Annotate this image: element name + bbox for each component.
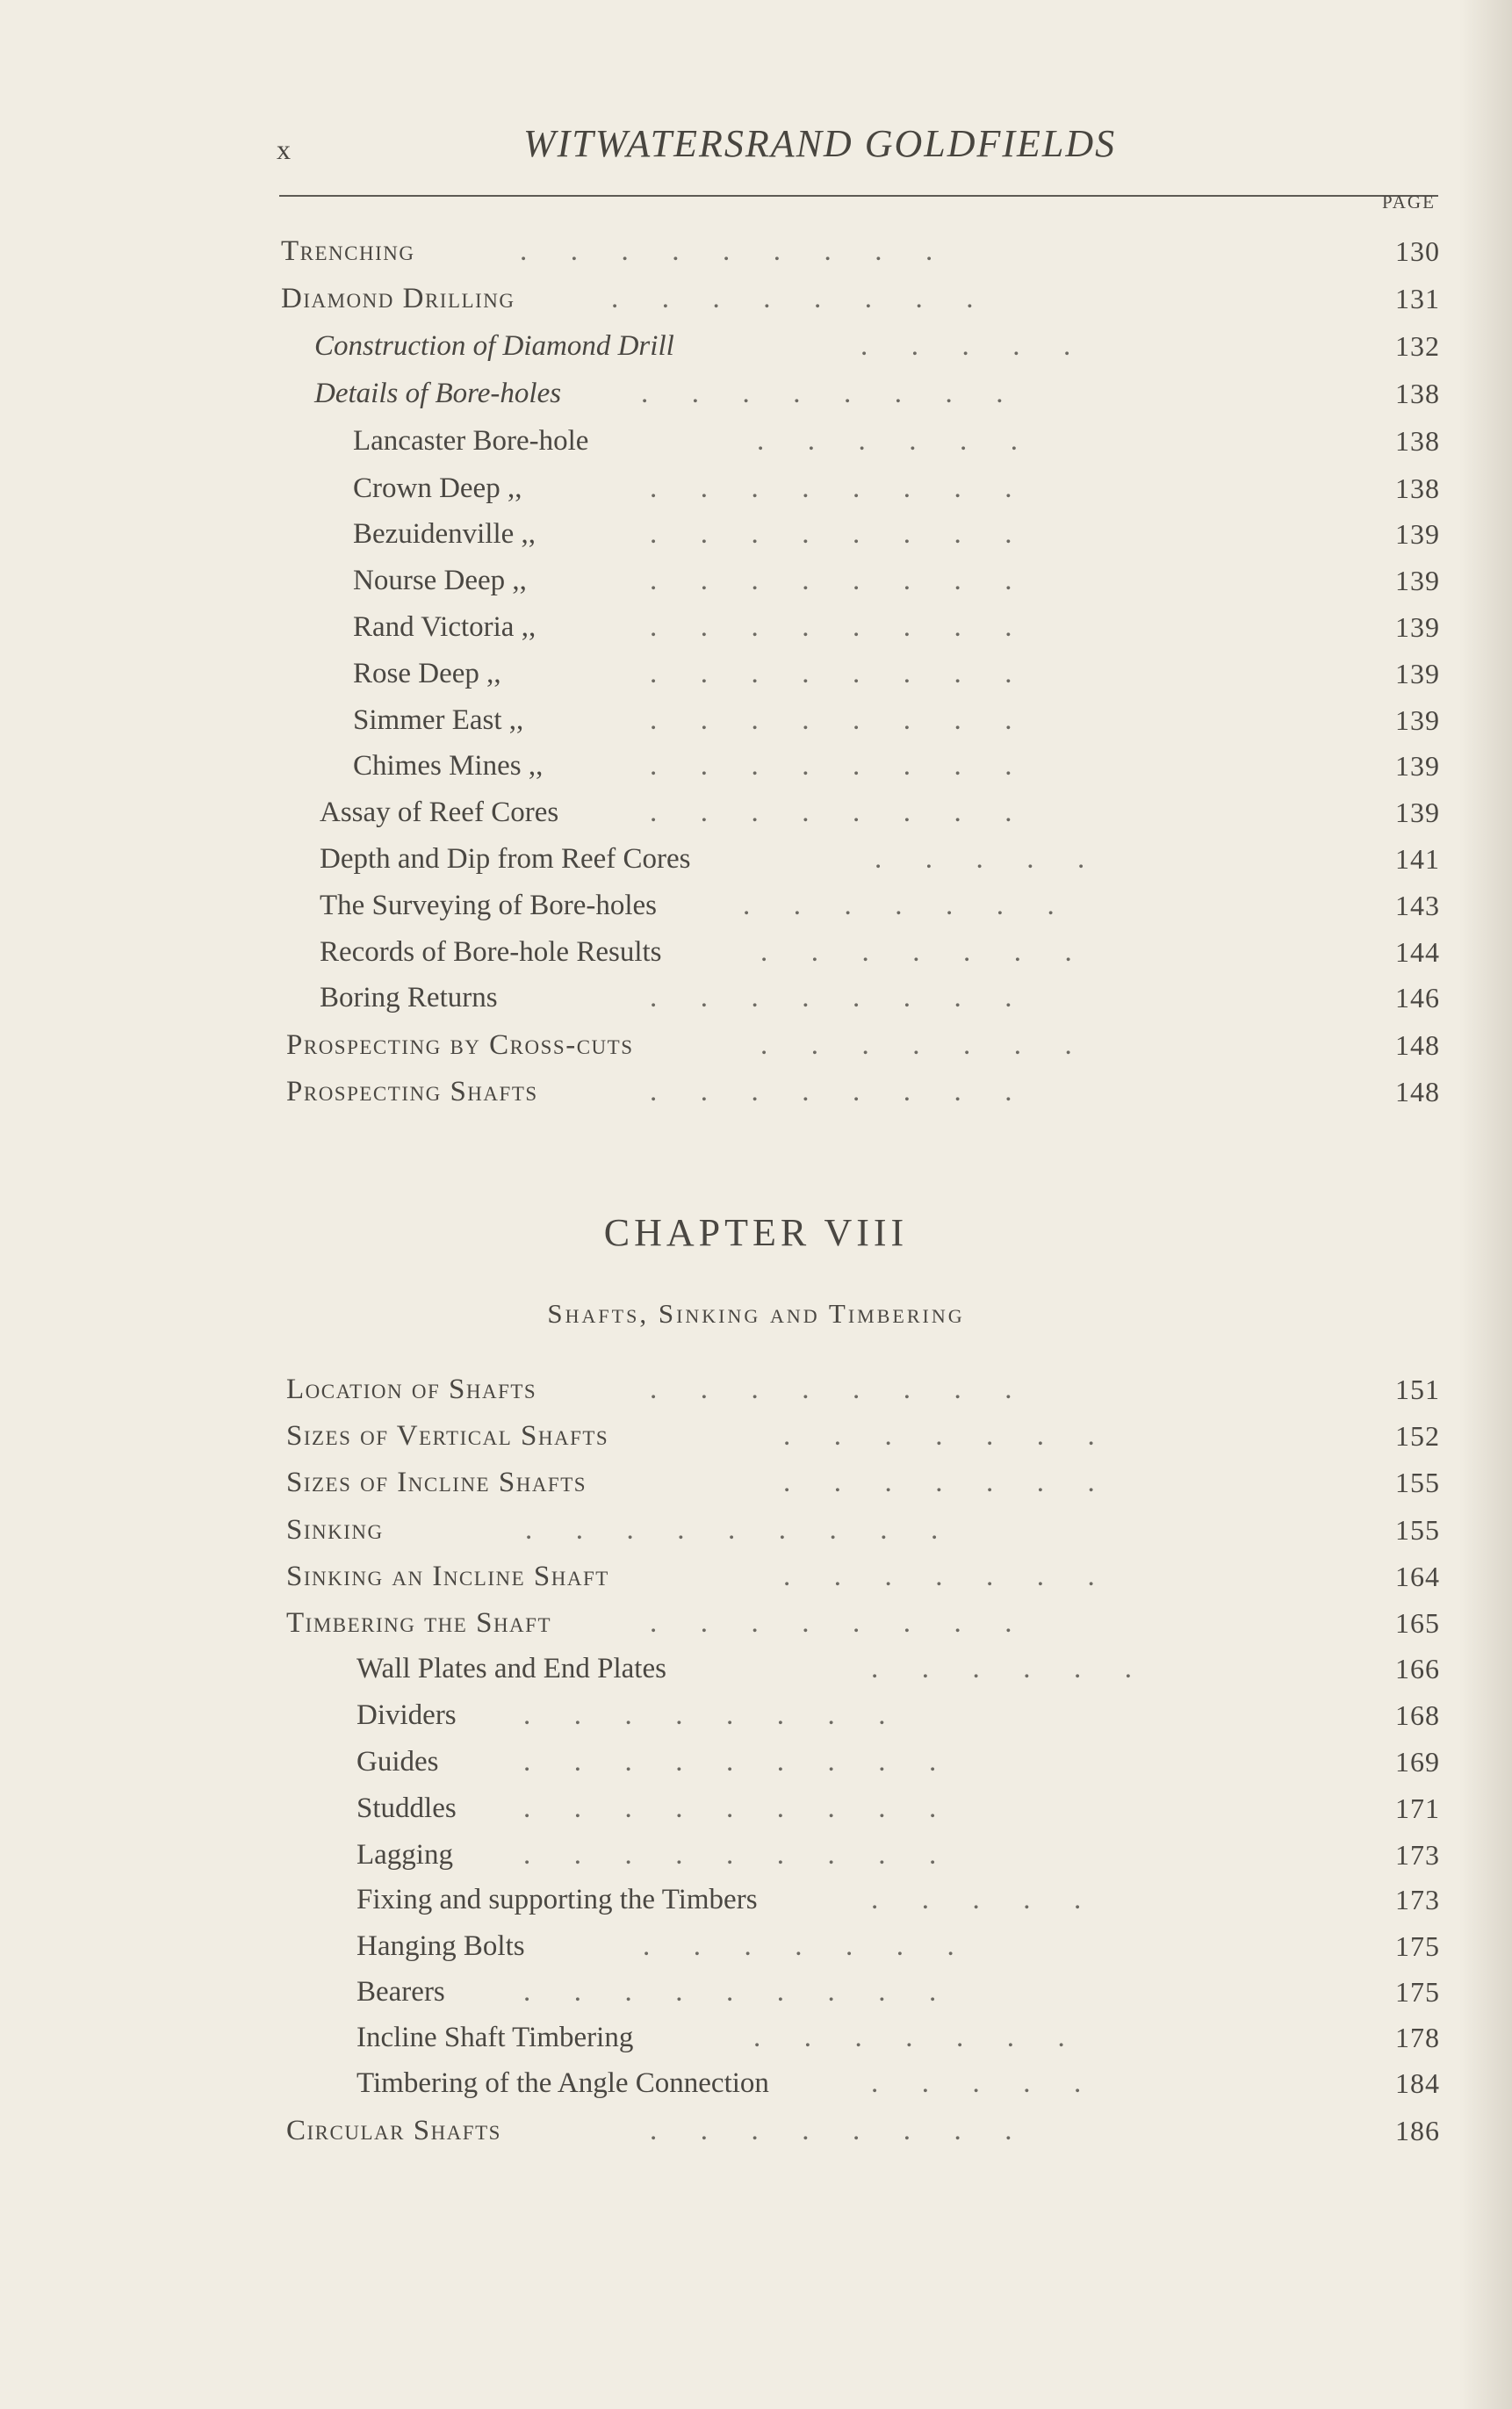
leader-dots: . . . . . . . . (650, 2115, 1012, 2146)
chapter-heading: CHAPTER VIII (603, 1211, 909, 1254)
toc-entry-page: 151 (1395, 1374, 1440, 1405)
toc-entry-label: Sinking an Incline Shaft (286, 1561, 609, 1592)
toc-entry-label: Construction of Diamond Drill (314, 330, 674, 362)
toc-entry-page: 148 (1395, 1076, 1440, 1107)
leader-dots: . . . . . . . (643, 1930, 954, 1962)
leader-dots: . . . . . . . . (650, 1607, 1012, 1639)
toc-entry-page: 175 (1395, 1930, 1440, 1962)
leader-dots: . . . . . . . (783, 1467, 1095, 1498)
toc-entry-label: Prospecting Shafts (286, 1076, 538, 1107)
toc-entry-page: 155 (1395, 1467, 1440, 1498)
toc-entry-label: Rose Deep ,, (353, 658, 501, 689)
toc-entry-page: 171 (1395, 1792, 1440, 1824)
toc-entry-page: 138 (1395, 472, 1440, 504)
toc-entry-label: Hanging Bolts (356, 1930, 525, 1962)
page-column-label: PAGE (1382, 191, 1436, 213)
toc-entry-page: 164 (1395, 1561, 1440, 1592)
toc-entry-page: 139 (1395, 565, 1440, 596)
toc-entry-page: 139 (1395, 797, 1440, 828)
leader-dots: . . . . . (871, 2067, 1082, 2099)
toc-entry-label: Records of Bore-hole Results (320, 936, 662, 968)
leader-dots: . . . . . . (757, 425, 1018, 457)
toc-entry-label: Lagging (356, 1839, 453, 1871)
leader-dots: . . . . . . . . (650, 518, 1012, 550)
toc-entry-page: 178 (1395, 2022, 1440, 2053)
toc-entry-label: Diamond Drilling (281, 283, 515, 314)
leader-dots: . . . . . (871, 1884, 1082, 1915)
leader-dots: . . . . . . . . (650, 472, 1012, 504)
toc-entry-label: Depth and Dip from Reef Cores (320, 843, 691, 875)
toc-entry-label: Crown Deep ,, (353, 472, 522, 504)
leader-dots: . . . . . . . . . (525, 1514, 939, 1546)
toc-entry-label: Chimes Mines ,, (353, 750, 544, 782)
toc-entry-page: 186 (1395, 2115, 1440, 2146)
toc-entry-page: 155 (1395, 1514, 1440, 1546)
leader-dots: . . . . . . . . . (523, 1839, 937, 1871)
toc-entry-page: 139 (1395, 658, 1440, 689)
toc-entry-page: 184 (1395, 2067, 1440, 2099)
toc-entry-label: Circular Shafts (286, 2115, 501, 2146)
toc-entry-page: 130 (1395, 235, 1440, 267)
toc-entry-label: Dividers (356, 1699, 457, 1731)
toc-entry-page: 144 (1395, 936, 1440, 968)
toc-entry-page: 168 (1395, 1699, 1440, 1731)
leader-dots: . . . . . . . . (611, 283, 974, 314)
toc-entry-label: Location of Shafts (286, 1374, 537, 1405)
leader-dots: . . . . . . . . (650, 1374, 1012, 1405)
toc-entry-label: Wall Plates and End Plates (356, 1653, 666, 1684)
toc-entry-label: Trenching (281, 235, 415, 267)
leader-dots: . . . . . . . (760, 936, 1072, 968)
toc-entry-page: 139 (1395, 750, 1440, 782)
leader-dots: . . . . . . . . (650, 611, 1012, 643)
leader-dots: . . . . . (860, 330, 1071, 362)
toc-entry-page: 138 (1395, 425, 1440, 457)
toc-entry-label: The Surveying of Bore-holes (320, 890, 657, 921)
leader-dots: . . . . . . . . (650, 982, 1012, 1013)
toc-entry-page: 139 (1395, 611, 1440, 643)
page-numeral: x (277, 133, 292, 165)
leader-dots: . . . . . . . . (641, 378, 1004, 409)
leader-dots: . . . . . . . . (650, 704, 1012, 736)
leader-dots: . . . . . . . . (650, 565, 1012, 596)
toc-entry-label: Sinking (286, 1514, 384, 1546)
leader-dots: . . . . . . (871, 1653, 1132, 1684)
toc-entry-label: Simmer East ,, (353, 704, 524, 736)
toc-entry-label: Prospecting by Cross-cuts (286, 1029, 634, 1061)
chapter-subtitle: Shafts, Sinking and Timbering (547, 1298, 965, 1329)
toc-entry-label: Incline Shaft Timbering (356, 2022, 634, 2053)
leader-dots: . . . . . . . . . (523, 1976, 937, 2008)
toc-entry-label: Bearers (356, 1976, 445, 2008)
toc-entry-page: 139 (1395, 704, 1440, 736)
toc-entry-page: 131 (1395, 283, 1440, 314)
toc-entry-label: Timbering of the Angle Connection (356, 2067, 769, 2099)
leader-dots: . . . . . . . . (650, 750, 1012, 782)
toc-entry-page: 138 (1395, 378, 1440, 409)
toc-entry-label: Sizes of Incline Shafts (286, 1467, 587, 1498)
toc-entry-label: Timbering the Shaft (286, 1607, 551, 1639)
leader-dots: . . . . . . . . . (523, 1792, 937, 1824)
toc-entry-page: 173 (1395, 1839, 1440, 1871)
toc-entry-label: Boring Returns (320, 982, 498, 1013)
leader-dots: . . . . . . . . (650, 658, 1012, 689)
page-edge-shadow (1459, 0, 1512, 2409)
leader-dots: . . . . . . . (783, 1561, 1095, 1592)
toc-entry-label: Lancaster Bore-hole (353, 425, 589, 457)
header-rule (279, 195, 1438, 197)
toc-entry-page: 166 (1395, 1653, 1440, 1684)
leader-dots: . . . . . . . (783, 1420, 1095, 1452)
leader-dots: . . . . . . . (753, 2022, 1065, 2053)
toc-entry-page: 152 (1395, 1420, 1440, 1452)
leader-dots: . . . . . . . . (650, 797, 1012, 828)
toc-entry-label: Bezuidenville ,, (353, 518, 536, 550)
leader-dots: . . . . . . . . . (523, 1746, 937, 1778)
toc-entry-page: 169 (1395, 1746, 1440, 1778)
toc-entry-label: Fixing and supporting the Timbers (356, 1884, 758, 1915)
toc-entry-label: Guides (356, 1746, 439, 1778)
toc-entry-label: Assay of Reef Cores (320, 797, 559, 828)
toc-entry-label: Details of Bore-holes (314, 378, 562, 409)
toc-entry-page: 175 (1395, 1976, 1440, 2008)
running-title: WITWATERSRAND GOLDFIELDS (523, 122, 1117, 165)
toc-entry-page: 141 (1395, 843, 1440, 875)
toc-entry-label: Nourse Deep ,, (353, 565, 527, 596)
leader-dots: . . . . . . . (760, 1029, 1072, 1061)
toc-entry-label: Sizes of Vertical Shafts (286, 1420, 609, 1452)
toc-entry-page: 165 (1395, 1607, 1440, 1639)
leader-dots: . . . . . . . . . (520, 235, 933, 267)
toc-entry-label: Rand Victoria ,, (353, 611, 536, 643)
leader-dots: . . . . . . . . (650, 1076, 1012, 1107)
leader-dots: . . . . . (875, 843, 1085, 875)
toc-entry-label: Studdles (356, 1792, 457, 1824)
toc-entry-page: 132 (1395, 330, 1440, 362)
leader-dots: . . . . . . . . (523, 1699, 886, 1731)
toc-entry-page: 173 (1395, 1884, 1440, 1915)
toc-entry-page: 139 (1395, 518, 1440, 550)
toc-entry-page: 143 (1395, 890, 1440, 921)
leader-dots: . . . . . . . (743, 890, 1055, 921)
toc-entry-page: 146 (1395, 982, 1440, 1013)
toc-entry-page: 148 (1395, 1029, 1440, 1061)
